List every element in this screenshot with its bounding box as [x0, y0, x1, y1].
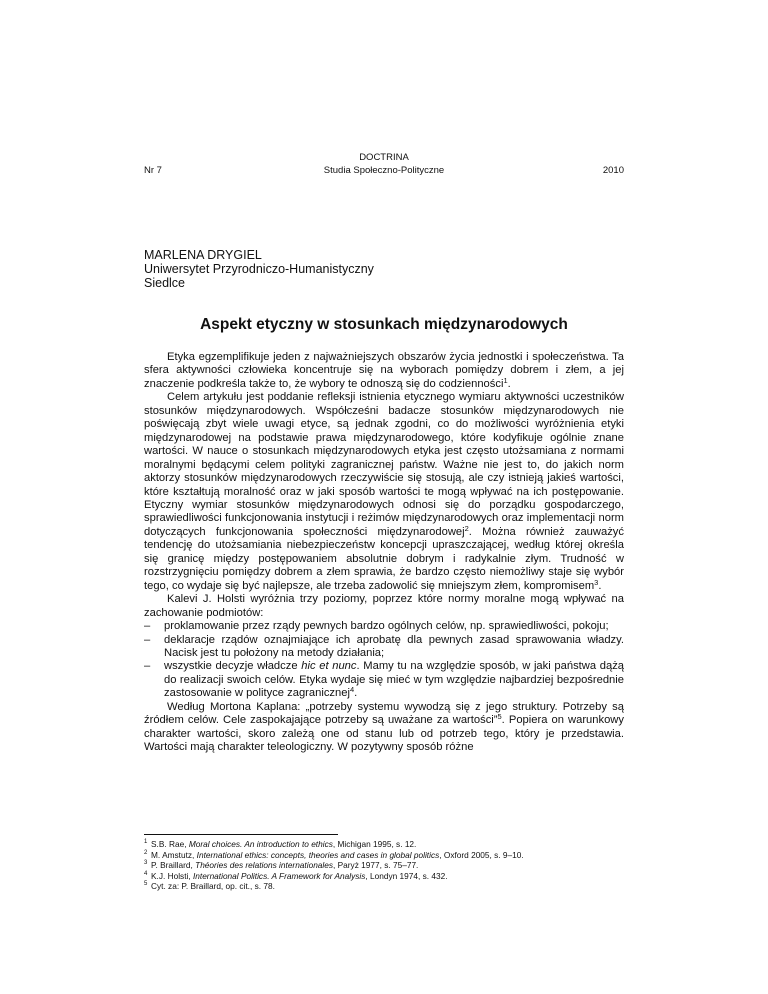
paragraph-1-text: Etyka egzemplifikuje jeden z najważniejszych obszarów życia jednostki i społeczeństwa. Ta sfera aktywności człowieka koncentruje się na wyborach pomiędzy dobrem i złem, a jej znaczenie podkreśla także to, że wybory te odnoszą się do codzienności [144, 351, 624, 390]
list-item [144, 660, 624, 700]
paragraph-2-text-a: Celem artykułu jest poddanie refleksji istnienia etycznego wymiaru aktywności uczestników stosunków międzynarodowych. Współcześni badacze stosunków międzynarodowych nie poświęcają zbyt wiele uwagi etyce, są jednak zgodni, co do możliwości wyróżnienia etyki międzynarodowej na podstawie prawa międzynarodowego, które kodyfikuje ogólnie znane wartości. W nauce o stosunkach międzynarodowych etyka jest często utożsamiana z normami moralnymi będącymi celem polityki zagranicznej państw. Ważne nie jest to, do jakich norm aktorzy stosunków międzynarodowych rzeczywiście się stosują, ale czy istnieją jakieś wartości, które kształtują moralność oraz w jaki sposób wartości te mogą wpływać na ich postępowanie. Etyczny wymiar stosunków międzynarodowych odnosi się do porządku gospodarczego, sprawiedliwości funkcjonowania instytucji i reżimów międzynarodowych oraz implementacji norm dotyczących funkcjonowania społeczności międzynarodowej [144, 391, 624, 538]
list-item [144, 620, 624, 633]
journal-title: DOCTRINA [359, 152, 409, 163]
footnote-text: P. Braillard, [151, 860, 196, 871]
paragraph-2-end: . [598, 579, 602, 592]
footnote-ref-5[interactable]: 5 [497, 712, 502, 722]
paragraph-4-text-b: . Popiera on warunkowy charakter wartości, skoro zależą one od stanu lub od potrzeb tego, który je przedstawia. Wartości mają charakter teleologiczny. W pozytywny sposób różne [144, 714, 624, 754]
list-item-text-a: wszystkie decyzje władcze [164, 660, 302, 673]
footnote-title: International ethics: concepts, theories and cases in global politics [196, 849, 440, 860]
footnote-ref-1[interactable]: 1 [503, 375, 508, 385]
footnote-number: 1 [144, 839, 148, 845]
list-dash: – [144, 660, 151, 673]
paragraph-4-text-a: Według Mortona Kaplana: „potrzeby systemu wywodzą się z jego struktury. Potrzeby są źródłem celów. Cele zaspokajające potrzeby są uważane za wartości” [144, 700, 624, 727]
footnote-text: S.B. Rae, [151, 839, 189, 849]
paragraph-1-end: . [507, 377, 511, 390]
article-title: Aspekt etyczny w stosunkach międzynarodowych [200, 316, 568, 333]
list-item-text: proklamowanie przez rządy pewnych bardzo ogólnych celów, np. sprawiedliwości, pokoju; [164, 620, 609, 633]
list-item-text: deklaracje rządów oznajmiające ich aprobatę dla pewnych zasad sprawowania władzy. Nacisk jest tu położony na metody działania; [164, 633, 624, 659]
footnote-text: Cyt. za: P. Braillard, op. cit., s. 78. [151, 881, 275, 892]
footnote-text: K.J. Holsti, [151, 870, 193, 881]
footnote-divider [144, 834, 338, 835]
footnote-title: International Politics. A Framework for Analysis [192, 870, 366, 881]
list-item-end: . [354, 687, 358, 700]
footnote-ref-4[interactable]: 4 [349, 685, 355, 695]
author-affiliation: Uniwersytet Przyrodniczo-Humanistyczny [144, 262, 374, 276]
list-item-text-b: . Mamy tu na względzie sposób, w jaki państwa dążą do realizacji swoich celów. Etyka wydaje się mieć w tym względzie najbardziej bezpośrednie zastosowanie w polityce zagranicznej [164, 660, 625, 700]
footnote-text: , Michigan 1995, s. 12. [332, 839, 417, 849]
footnote-text: , Paryż 1977, s. 75–77. [333, 860, 419, 871]
running-header [144, 147, 624, 185]
footnote-title: Théories des relations internationales [195, 860, 334, 871]
paragraph-1 [144, 351, 624, 391]
footnote-number: 4 [144, 870, 148, 877]
list-dash: – [144, 620, 151, 633]
journal-subtitle: Studia Społeczno-Polityczne [323, 165, 445, 176]
footnote-3 [144, 860, 624, 871]
issue-number: Nr 7 [144, 165, 162, 176]
footnotes [144, 839, 624, 892]
footnote-text: , Oxford 2005, s. 9–10. [439, 849, 524, 860]
footnote-number: 2 [144, 849, 148, 856]
footnote-title: Moral choices. An introduction to ethics [188, 839, 333, 849]
list-item [144, 634, 624, 661]
footnote-number: 5 [144, 881, 148, 888]
footnote-2 [144, 850, 624, 861]
footnote-text: , Londyn 1974, s. 432. [365, 870, 448, 881]
publication-year: 2010 [602, 165, 624, 176]
paragraph-3: Kalevi J. Holsti wyróżnia trzy poziomy, poprzez które normy moralne mogą wpływać na zachowanie podmiotów: [144, 593, 624, 619]
list-dash: – [144, 633, 151, 646]
paragraph-2 [144, 391, 624, 593]
paragraph-2-text-b: . Można również zauważyć tendencję do utożsamiania niebezpieczeństw koncepcji upraszczającej, według której określa się granicę między postępowaniem absolutnie dobrym i radykalnie złym. Trudność w rozstrzygnięciu pomiędzy dobrem a złem sprawia, że bardzo często niemożliwy staje się wybór tego, co wydaje się być najlepsze, ale trzeba zadowolić się mniejszym złem, kompromisem [144, 525, 624, 592]
footnote-text: M. Amstutz, [151, 849, 197, 860]
latin-phrase: hic et nunc [301, 660, 357, 673]
author-name: MARLENA DRYGIEL [144, 248, 262, 262]
footnote-1 [144, 839, 624, 850]
footnote-ref-3[interactable]: 3 [594, 577, 599, 587]
author-block [144, 248, 374, 290]
footnote-5 [144, 881, 624, 892]
footnote-number: 3 [144, 860, 148, 867]
footnote-ref-2[interactable]: 2 [464, 523, 469, 533]
footnote-4 [144, 871, 624, 882]
levels-list [144, 620, 624, 701]
article-body [144, 351, 624, 755]
author-city: Siedlce [144, 276, 185, 290]
paragraph-4 [144, 701, 624, 755]
journal-name [144, 151, 624, 177]
